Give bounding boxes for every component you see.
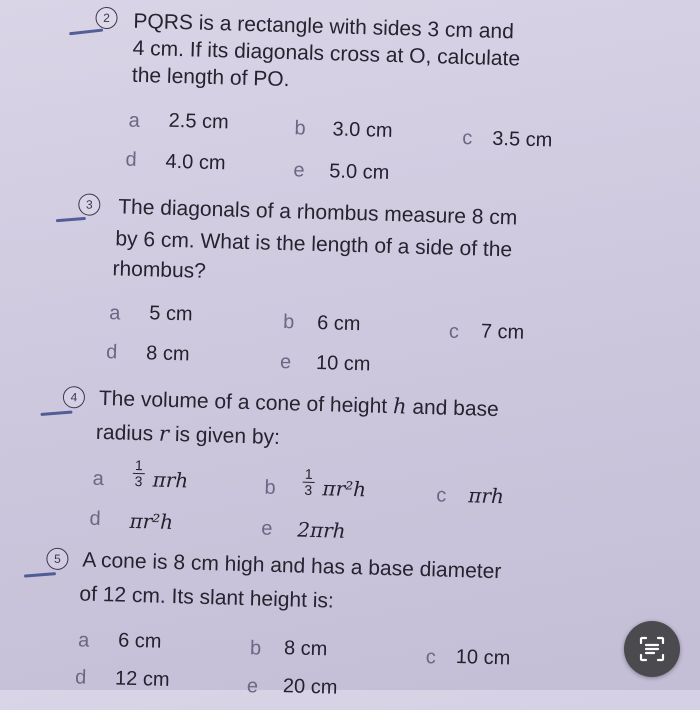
- fraction-numerator: 1: [133, 458, 145, 474]
- text-scan-button[interactable]: [624, 621, 680, 677]
- fraction-denominator: 3: [134, 472, 143, 490]
- option-value: 6 cm: [316, 311, 361, 336]
- text-scan-icon: [637, 634, 667, 664]
- question-line: the length of PO.: [131, 63, 290, 92]
- option-value: 5.0 cm: [329, 160, 390, 184]
- question-line: A cone is 8 cm high and has a base diameter: [82, 548, 502, 584]
- question-number: 5: [46, 548, 69, 571]
- pen-underline: [56, 217, 86, 222]
- question-text: radius: [95, 420, 154, 446]
- option-value: 2.5 cm: [168, 109, 230, 134]
- option-letter: a: [77, 629, 90, 652]
- option-letter: b: [264, 476, 276, 499]
- option-value: 6 cm: [117, 629, 162, 653]
- option-value: 3.0 cm: [332, 118, 393, 143]
- option-value: πr²h: [129, 508, 174, 535]
- pen-underline: [40, 411, 72, 416]
- question-text: The volume of a cone of height: [98, 386, 388, 418]
- question-number: 2: [95, 7, 118, 30]
- question-line: of 12 cm. Its slant height is:: [79, 582, 335, 613]
- math-variable-h: h: [392, 394, 407, 419]
- option-letter: c: [436, 484, 447, 507]
- option-value: 8 cm: [283, 637, 328, 661]
- option-value: πrh: [152, 467, 189, 493]
- fraction-numerator: 1: [303, 467, 315, 483]
- math-variable-r: r: [158, 421, 170, 446]
- option-letter: a: [128, 109, 141, 132]
- question-text: and base: [412, 395, 500, 422]
- option-value: 20 cm: [282, 675, 338, 699]
- option-letter: e: [293, 159, 305, 182]
- question-text: is given by:: [174, 423, 281, 449]
- option-letter: b: [294, 117, 306, 140]
- option-letter: d: [74, 666, 87, 689]
- option-value: 5 cm: [149, 302, 193, 326]
- option-value: 12 cm: [114, 667, 170, 691]
- option-letter: e: [246, 675, 259, 698]
- pen-underline: [24, 572, 56, 577]
- option-letter: b: [282, 311, 295, 334]
- question-line: PQRS is a rectangle with sides 3 cm and: [133, 9, 515, 44]
- question-line-1: [99, 385, 500, 423]
- option-letter: d: [89, 507, 101, 531]
- question-number: 4: [63, 386, 86, 409]
- option-letter: a: [92, 467, 105, 491]
- option-value: 2πrh: [296, 517, 346, 543]
- option-letter: c: [425, 646, 437, 669]
- question-line: by 6 cm. What is the length of a side of the: [115, 227, 513, 262]
- option-letter: d: [105, 341, 118, 364]
- question-line: 4 cm. If its diagonals cross at O, calculate: [132, 36, 521, 71]
- pen-underline: [69, 29, 103, 36]
- option-letter: c: [448, 320, 460, 343]
- fraction-one-third: [302, 467, 315, 498]
- option-value: 10 cm: [315, 351, 371, 376]
- question-line-2: [96, 419, 281, 451]
- question-line: rhombus?: [112, 257, 207, 283]
- option-letter: b: [249, 637, 262, 660]
- question-2: [0, 0, 700, 184]
- option-value: 8 cm: [145, 342, 190, 366]
- option-letter: d: [125, 148, 138, 171]
- option-letter: e: [261, 517, 273, 540]
- fraction-one-third: [132, 458, 145, 489]
- option-letter: a: [108, 302, 121, 325]
- option-value: 7 cm: [480, 320, 525, 344]
- question-number: 3: [78, 193, 101, 216]
- option-value: πrh: [468, 483, 505, 509]
- option-value: 10 cm: [455, 645, 511, 670]
- question-line: The diagonals of a rhombus measure 8 cm: [117, 195, 518, 230]
- option-letter: e: [279, 350, 292, 374]
- option-letter: c: [462, 126, 473, 150]
- option-value: πr²h: [322, 476, 367, 502]
- option-value: 4.0 cm: [165, 150, 226, 175]
- option-value: 3.5 cm: [492, 127, 553, 152]
- fraction-denominator: 3: [304, 481, 313, 498]
